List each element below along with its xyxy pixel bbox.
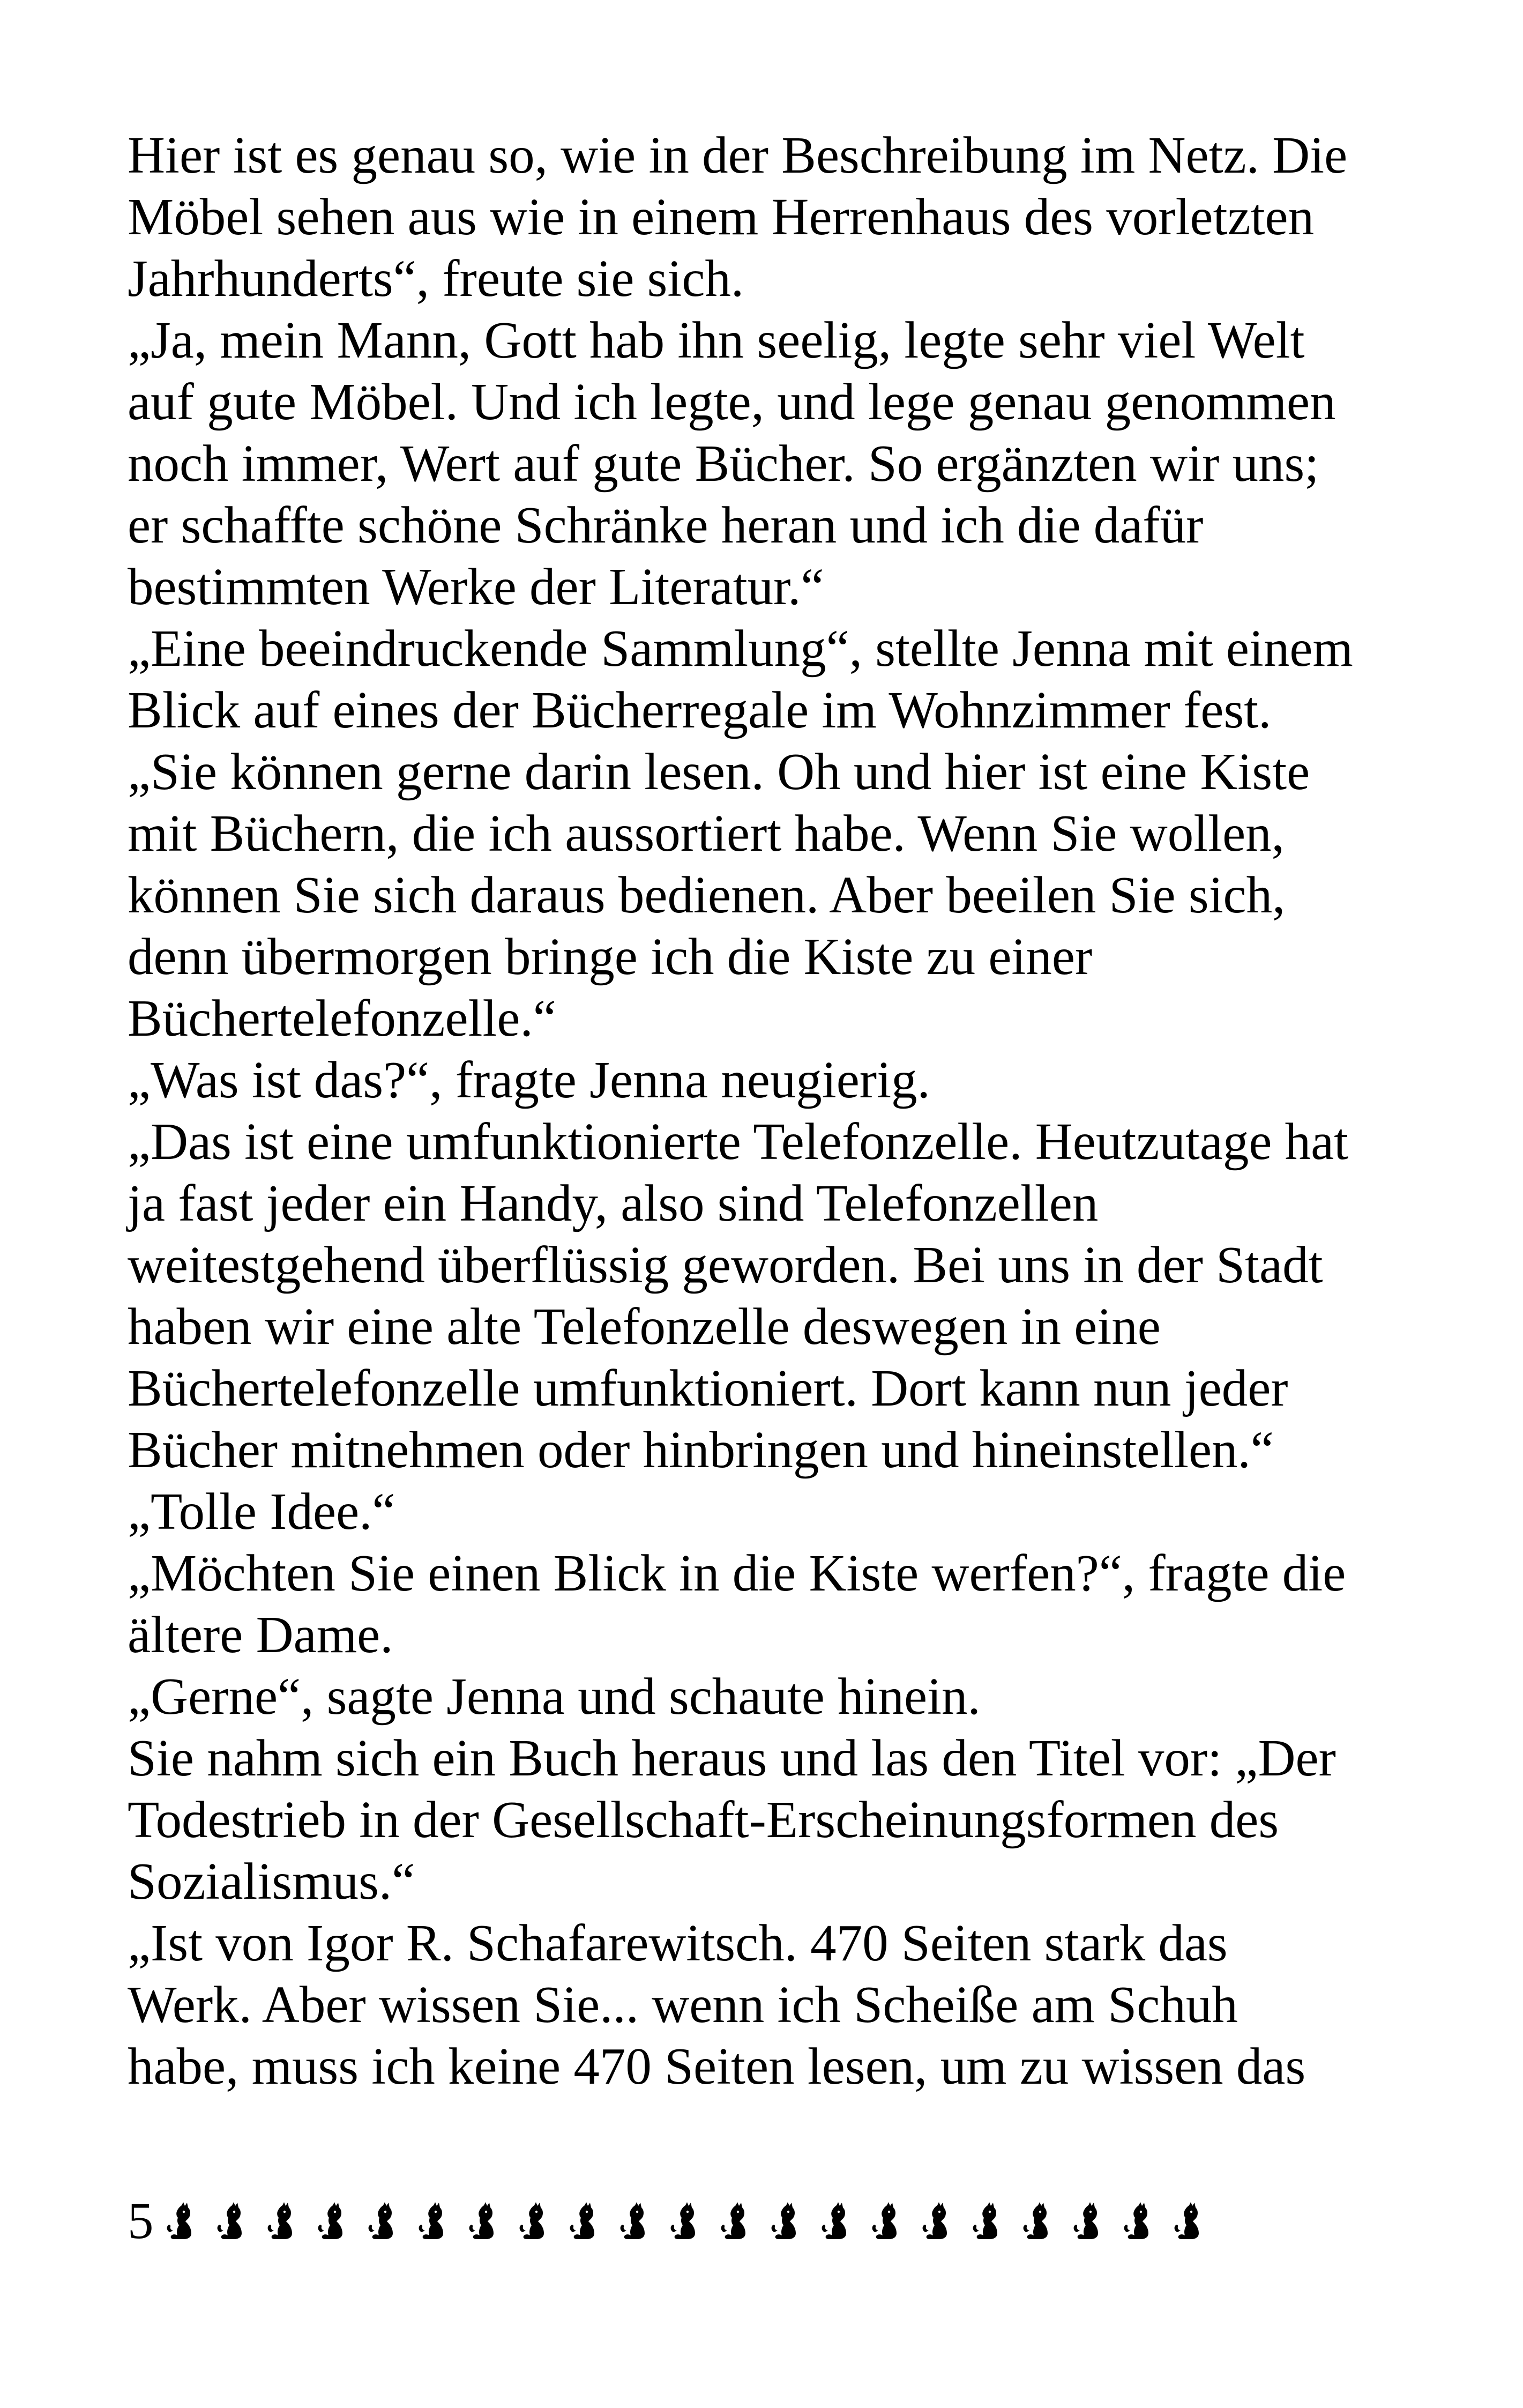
cat-icon: [468, 2201, 498, 2241]
body-text: [128, 124, 1435, 2097]
text-line: Möbel sehen aus wie in einem Herrenhaus des vorletzten: [128, 188, 1315, 246]
cat-icon: [266, 2201, 296, 2241]
text-line: er schaffte schöne Schränke heran und ich die dafür: [128, 496, 1204, 554]
text-line: bestimmten Werke der Literatur.“: [128, 558, 824, 615]
page-number: 5: [128, 2192, 154, 2249]
cat-icon: [1173, 2201, 1203, 2241]
text-line: „Was ist das?“, fragte Jenna neugierig.: [128, 1051, 930, 1109]
text-line: denn übermorgen bringe ich die Kiste zu einer: [128, 928, 1093, 985]
cat-icon: [417, 2201, 447, 2241]
text-line: ja fast jeder ein Handy, also sind Telefonzellen: [128, 1175, 1099, 1232]
cat-ornament-row: [166, 2201, 1223, 2241]
text-line: ältere Dame.: [128, 1606, 393, 1663]
text-line: mit Büchern, die ich aussortiert habe. Wenn Sie wollen,: [128, 805, 1285, 862]
cat-icon: [669, 2201, 699, 2241]
text-line: Büchertelefonzelle umfunktioniert. Dort kann nun jeder: [128, 1359, 1288, 1417]
cat-icon: [871, 2201, 901, 2241]
text-line: „Gerne“, sagte Jenna und schaute hinein.: [128, 1668, 981, 1725]
text-line: weitestgehend überflüssig geworden. Bei uns in der Stadt: [128, 1236, 1323, 1294]
text-line: „Das ist eine umfunktionierte Telefonzelle. Heutzutage hat: [128, 1113, 1349, 1170]
cat-icon: [216, 2201, 246, 2241]
text-line: auf gute Möbel. Und ich legte, und lege genau genommen: [128, 373, 1336, 430]
text-line: Todestrieb in der Gesellschaft-Erscheinungsformen des: [128, 1791, 1279, 1848]
text-line: Büchertelefonzelle.“: [128, 990, 556, 1047]
text-line: „Ist von Igor R. Schafarewitsch. 470 Seiten stark das: [128, 1914, 1228, 1972]
text-line: noch immer, Wert auf gute Bücher. So ergänzten wir uns;: [128, 435, 1319, 492]
text-line: „Tolle Idee.“: [128, 1483, 395, 1540]
cat-icon: [820, 2201, 850, 2241]
cat-icon: [720, 2201, 750, 2241]
page-footer: [128, 2186, 1223, 2256]
text-line: „Möchten Sie einen Blick in die Kiste werfen?“, fragte die: [128, 1544, 1346, 1602]
cat-icon: [166, 2201, 196, 2241]
cat-icon: [1072, 2201, 1102, 2241]
text-line: Bücher mitnehmen oder hinbringen und hineinstellen.“: [128, 1421, 1274, 1478]
cat-icon: [770, 2201, 800, 2241]
text-line: Werk. Aber wissen Sie... wenn ich Scheiße am Schuh: [128, 1976, 1238, 2033]
cat-icon: [1022, 2201, 1052, 2241]
cat-icon: [518, 2201, 548, 2241]
text-line: „Sie können gerne darin lesen. Oh und hier ist eine Kiste: [128, 743, 1310, 800]
text-line: Hier ist es genau so, wie in der Beschreibung im Netz. Die: [128, 127, 1348, 184]
cat-icon: [619, 2201, 649, 2241]
cat-icon: [367, 2201, 397, 2241]
text-line: Blick auf eines der Bücherregale im Wohnzimmer fest.: [128, 681, 1272, 739]
cat-icon: [1123, 2201, 1153, 2241]
cat-icon: [972, 2201, 1002, 2241]
text-line: „Eine beeindruckende Sammlung“, stellte Jenna mit einem: [128, 620, 1353, 677]
cat-icon: [569, 2201, 599, 2241]
text-line: habe, muss ich keine 470 Seiten lesen, um zu wissen das: [128, 2038, 1306, 2095]
text-line: Sozialismus.“: [128, 1853, 415, 1910]
text-line: Jahrhunderts“, freute sie sich.: [128, 250, 744, 307]
cat-icon: [317, 2201, 347, 2241]
cat-icon: [921, 2201, 951, 2241]
text-line: haben wir eine alte Telefonzelle deswegen in eine: [128, 1298, 1161, 1355]
text-line: Sie nahm sich ein Buch heraus und las den Titel vor: „Der: [128, 1729, 1336, 1787]
text-line: können Sie sich daraus bedienen. Aber beeilen Sie sich,: [128, 866, 1286, 924]
text-line: „Ja, mein Mann, Gott hab ihn seelig, legte sehr viel Welt: [128, 311, 1305, 369]
